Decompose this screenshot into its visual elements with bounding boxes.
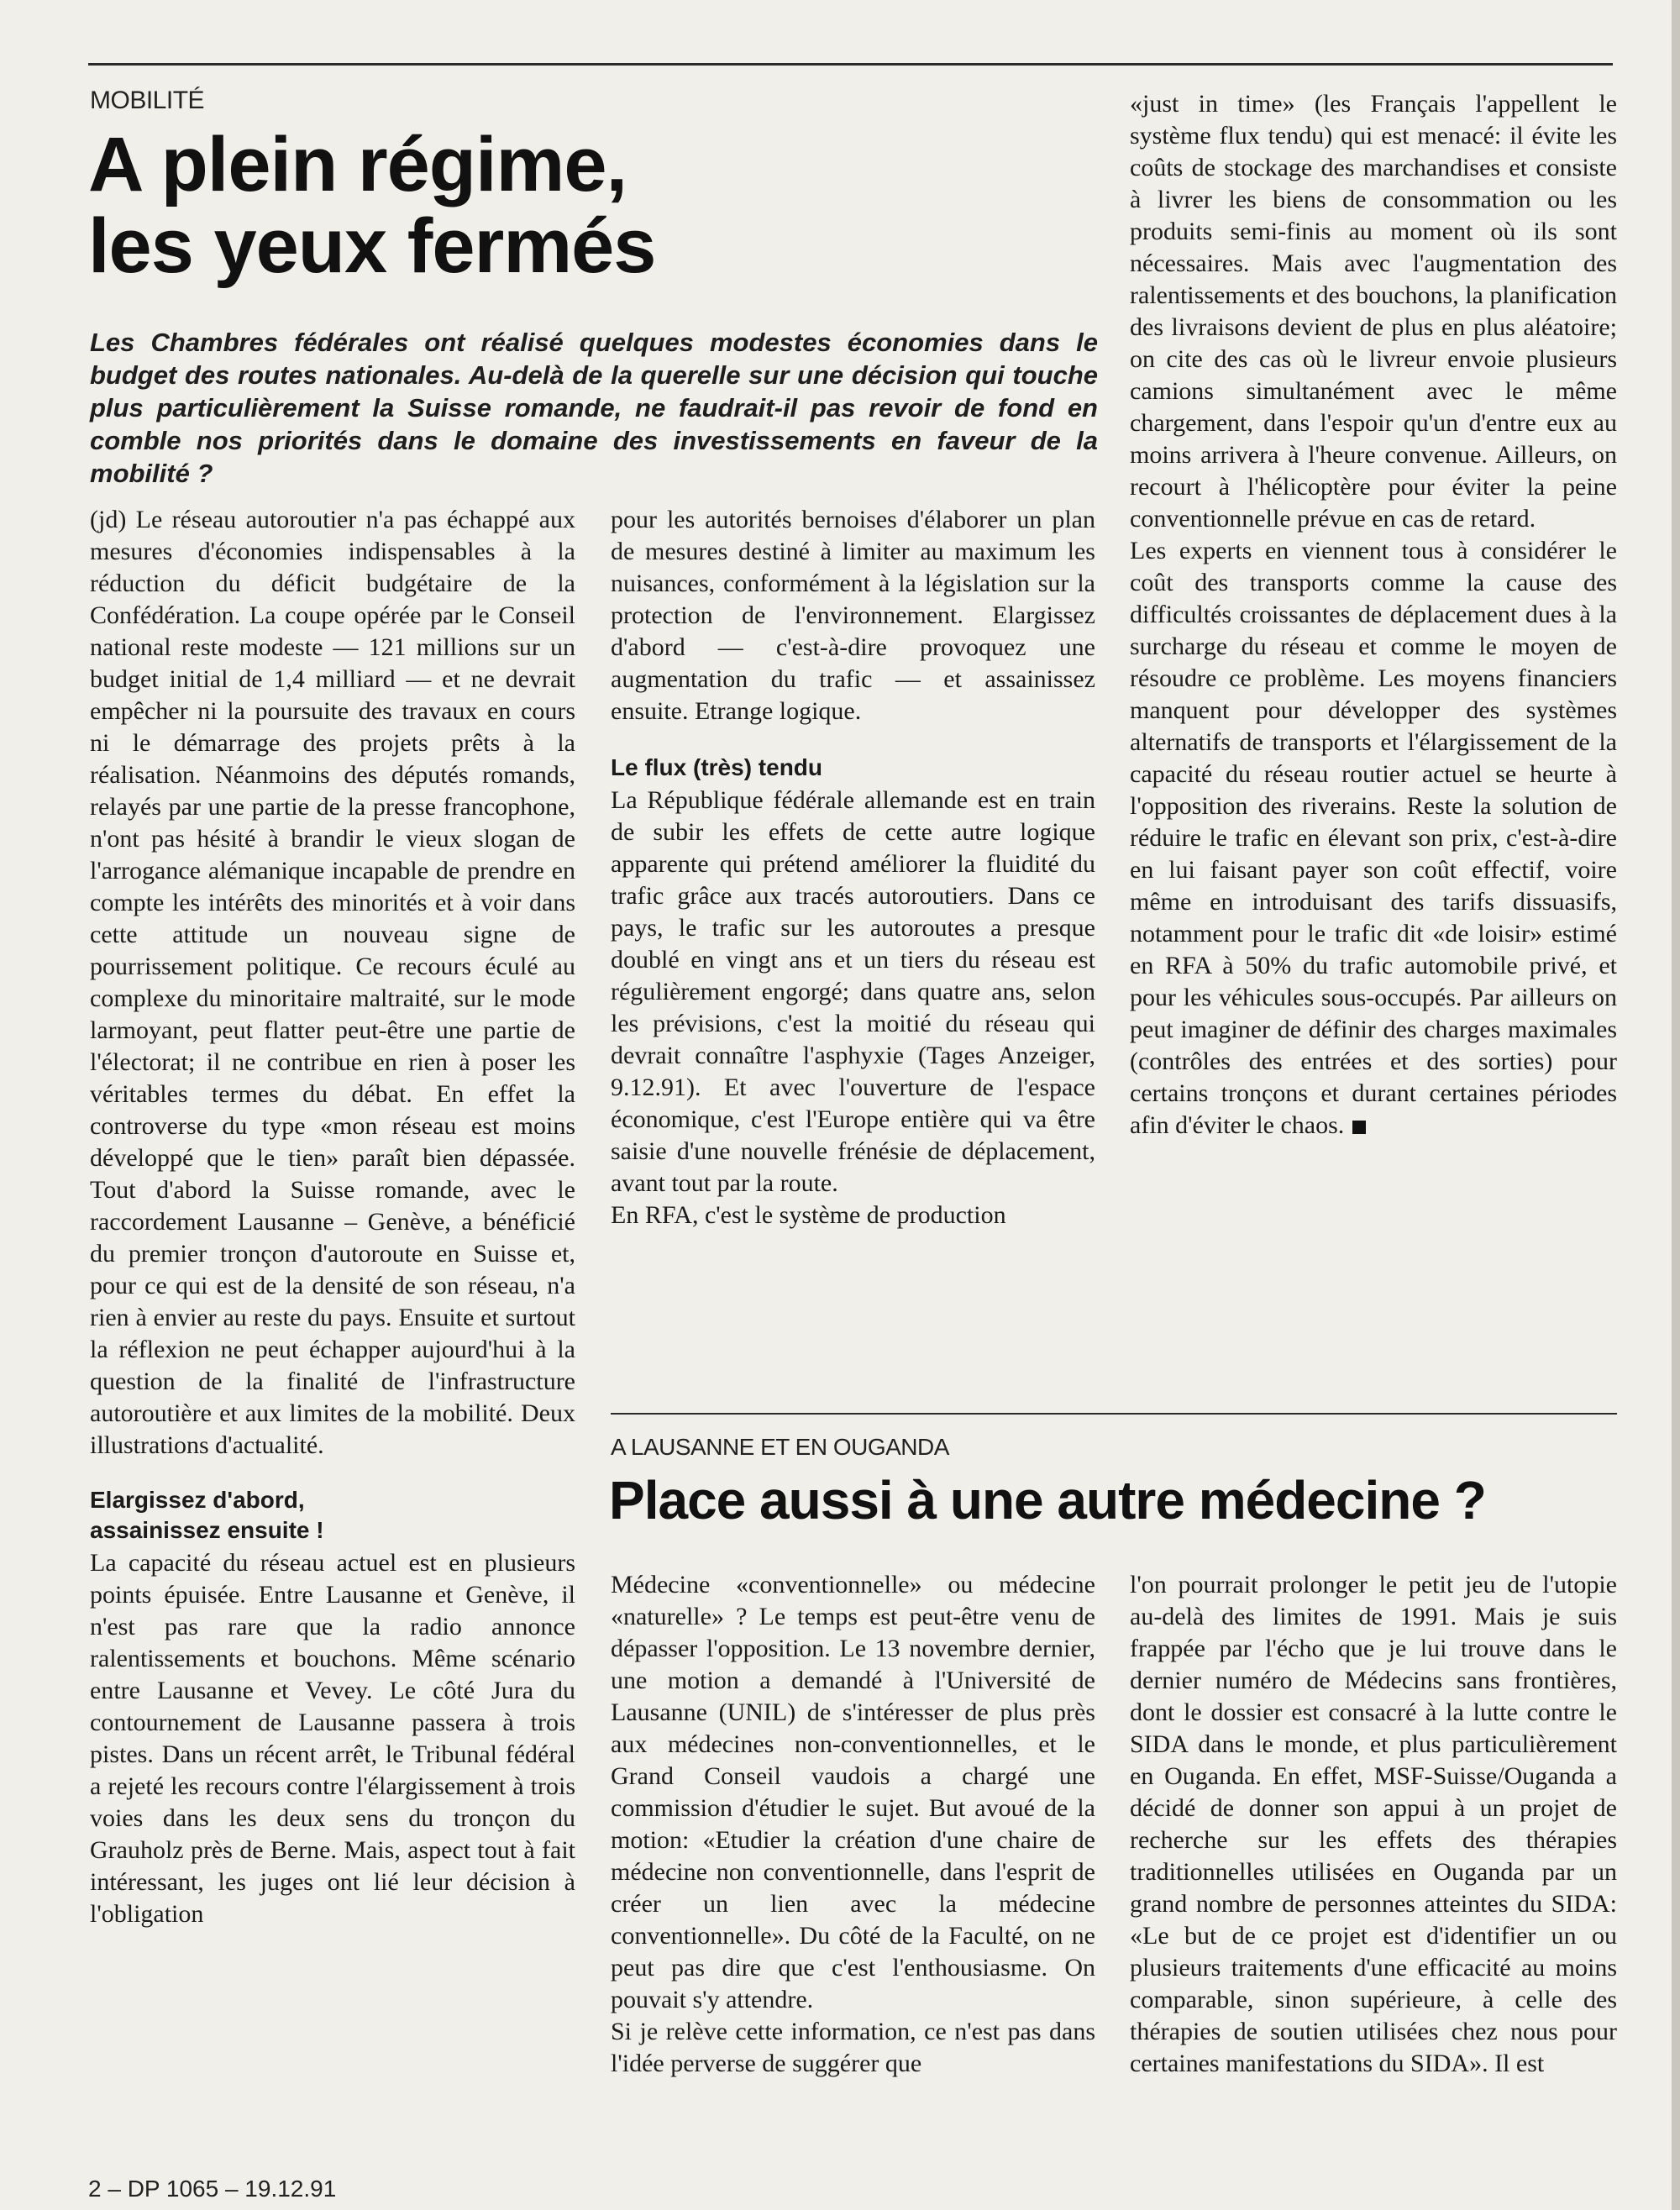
paragraph: pour les autorités bernoises d'élaborer un plan de mesures destiné à limiter au maximum les nuisances, conformément à la législation sur la protection de l'environnement. Elargissez d'abord — c'est-à-dire provoquez une augmentation du trafic — et assainissez ensuite. Etrange logique. [611, 506, 1095, 725]
top-rule [88, 63, 1613, 66]
article-column-1 [90, 504, 575, 1930]
paragraph: «just in time» (les Français l'appellent le système flux tendu) qui est menacé: il évite les coûts de stockage des marchandises et consiste à livrer les biens de consommation ou les produits semi-finis au moment où ils sont nécessaires. Mais avec l'augmentation des ralentissements et des bouchons, la planification des livraisons devient de plus en plus aléatoire; on cite des cas où le livreur envoie plusieurs camions simultanément avec le même chargement, dans l'espoir qu'un d'entre eux au moins arrivera à l'heure convenue. Ailleurs, on recourt à l'hélicoptère pour éviter la peine conventionnelle prévue en cas de retard. [1130, 90, 1617, 533]
paragraph: La capacité du réseau actuel est en plusieurs points épuisée. Entre Lausanne et Genève, il n'est pas rare que la radio annonce ralentissements et bouchons. Même scénario entre Lausanne et Vevey. Le côté Jura du contournement de Lausanne passera à trois pistes. Dans un récent arrêt, le Tribunal fédéral a rejeté les recours contre l'élargissement à trois voies dans les deux sens du tronçon du Grauholz près de Berne. Mais, aspect tout à fait intéressant, les juges ont lié leur décision à l'obligation [90, 1549, 575, 1928]
paragraph: (jd) Le réseau autoroutier n'a pas échappé aux mesures d'économies indispensables à la réduction du déficit budgétaire de la Confédération. La coupe opérée par le Conseil national reste modeste — 121 millions sur un budget initial de 1,4 milliard — et ne devrait empêcher ni la poursuite des travaux en cours ni le démarrage des projets prêts à la réalisation. Néanmoins des députés romands, relayés par une partie de la presse francophone, n'ont pas hésité à brandir le vieux slogan de l'arrogance alémanique incapable de prendre en compte les intérêts des minorités et à voir dans cette attitude un nouveau signe de pourrissement politique. Ce recours éculé au complexe du minoritaire maltraité, sur le mode larmoyant, peut flatter peut-être une partie de l'électorat; il ne contribue en rien à poser les véritables termes du débat. En effet la controverse du type «mon réseau est moins développé que le tien» paraît bien dépassée. Tout d'abord la Suisse romande, avec le raccordement Lausanne – Genève, a bénéficié du premier tronçon d'autoroute en Suisse et, pour ce qui est de la densité de son réseau, n'a rien à envier au reste du pays. Ensuite et surtout la réflexion ne peut échapper aujourd'hui à la question de la finalité de l'infrastructure autoroutière et aux limites de la mobilité. Deux illustrations d'actualité. [90, 506, 575, 1459]
subheading-line-1: Elargissez d'abord, [90, 1487, 305, 1513]
paragraph: Médecine «conventionnelle» ou médecine «naturelle» ? Le temps est peut-être venu de dépasser l'opposition. Le 13 novembre dernier, une motion a demandé à l'Université de Lausanne (UNIL) de s'intéresser de plus près aux médecines non-conventionnelles, et le Grand Conseil vaudois a chargé une commission d'étudier le sujet. But avoué de la motion: «Etudier la création d'une chaire de médecine non conventionnelle, dans l'esprit de créer un lien avec la médecine conventionnelle». Du côté de la Faculté, on ne peut pas dire que c'est l'enthousiasme. On pouvait s'y attendre. [611, 1571, 1095, 2013]
article-divider-rule [611, 1413, 1617, 1415]
section-label-mobilite: MOBILITÉ [90, 87, 205, 114]
article-lead: Les Chambres fédérales ont réalisé quelques modestes économies dans le budget des routes nationales. Au-delà de la querelle sur une décision qui touche plus particulièrement la Suisse romande, ne faudrait-il pas revoir de fond en comble nos priorités dans le domaine des investissements en faveur de la mobilité ? [90, 328, 1098, 488]
subheading-elargissez [90, 1485, 575, 1546]
section-label-lausanne-ouganda: A LAUSANNE ET EN OUGANDA [611, 1434, 949, 1460]
article-title-line-1: A plein régime, [88, 122, 627, 207]
subheading-flux-tendu: Le flux (très) tendu [611, 754, 823, 780]
article-column-2 [611, 504, 1095, 1231]
article-title [88, 122, 656, 289]
article-column-3 [1130, 88, 1617, 1142]
paragraph [1130, 535, 1617, 1142]
end-of-article-mark [1352, 1121, 1366, 1134]
subheading-line-2: assainissez ensuite ! [90, 1517, 324, 1543]
paragraph: En RFA, c'est le système de production [611, 1201, 1006, 1229]
paragraph: l'on pourrait prolonger le petit jeu de l'utopie au-delà des limites de 1991. Mais je suis frappée par l'écho que je lui trouve dans le dernier numéro de Médecins sans frontières, dont le dossier est consacré à la lutte contre le SIDA dans le monde, et plus particulièrement en Ouganda. En effet, MSF-Suisse/Ouganda a décidé de donner son appui à un projet de recherche sur les effets des thérapies traditionnelles utilisées en Ouganda par un grand nombre de personnes atteintes du SIDA: «Le but de ce projet est d'identifier un ou plusieurs traitements d'une efficacité au moins comparable, sinon supérieure, à celle des thérapies de soutien utilisées chez nous pour certaines manifestations du SIDA». Il est [1130, 1571, 1617, 2077]
article-2-column-1 [611, 1569, 1095, 2080]
article-2-column-2 [1130, 1569, 1617, 2080]
article-2-title: Place aussi à une autre médecine ? [609, 1470, 1486, 1530]
paragraph-text: Les experts en viennent tous à considérer le coût des transports comme la cause des difficultés croissantes de déplacement dues à la surcharge du réseau et comme le moyen de résoudre ce problème. Les moyens financiers manquent pour développer des systèmes alternatifs de transports et l'élargissement de la capacité du réseau routier actuel se heurte à l'opposition des riverains. Reste la solution de réduire le trafic en élevant son prix, c'est-à-dire en lui faisant payer son coût effectif, voire même en introduisant des tarifs dissuasifs, notamment pour le trafic dit «de loisir» estimé en RFA à 50% du trafic automobile privé, et pour les véhicules sous-occupés. Par ailleurs on peut imaginer de définir des charges maximales (contrôles des entrées et des sorties) pour certains tronçons et durant certaines périodes afin d'éviter le chaos. [1130, 537, 1617, 1139]
paragraph: Si je relève cette information, ce n'est pas dans l'idée perverse de suggérer que [611, 2018, 1095, 2077]
article-title-line-2: les yeux fermés [88, 202, 656, 289]
paragraph: La République fédérale allemande est en train de subir les effets de cette autre logique apparente qui prétend améliorer la fluidité du trafic grâce aux tracés autoroutiers. Dans ce pays, le trafic sur les autoroutes a presque doublé en vingt ans et un tiers du réseau est régulièrement engorgé; dans quatre ans, selon les prévisions, c'est la moitié du réseau qui devrait connaître l'asphyxie (Tages Anzeiger, 9.12.91). Et avec l'ouverture de l'espace économique, c'est l'Europe entière qui va être saisie d'une nouvelle frénésie de déplacement, avant tout par la route. [611, 786, 1095, 1197]
page-folio: 2 – DP 1065 – 19.12.91 [88, 2176, 337, 2202]
page-edge [1672, 0, 1680, 2210]
